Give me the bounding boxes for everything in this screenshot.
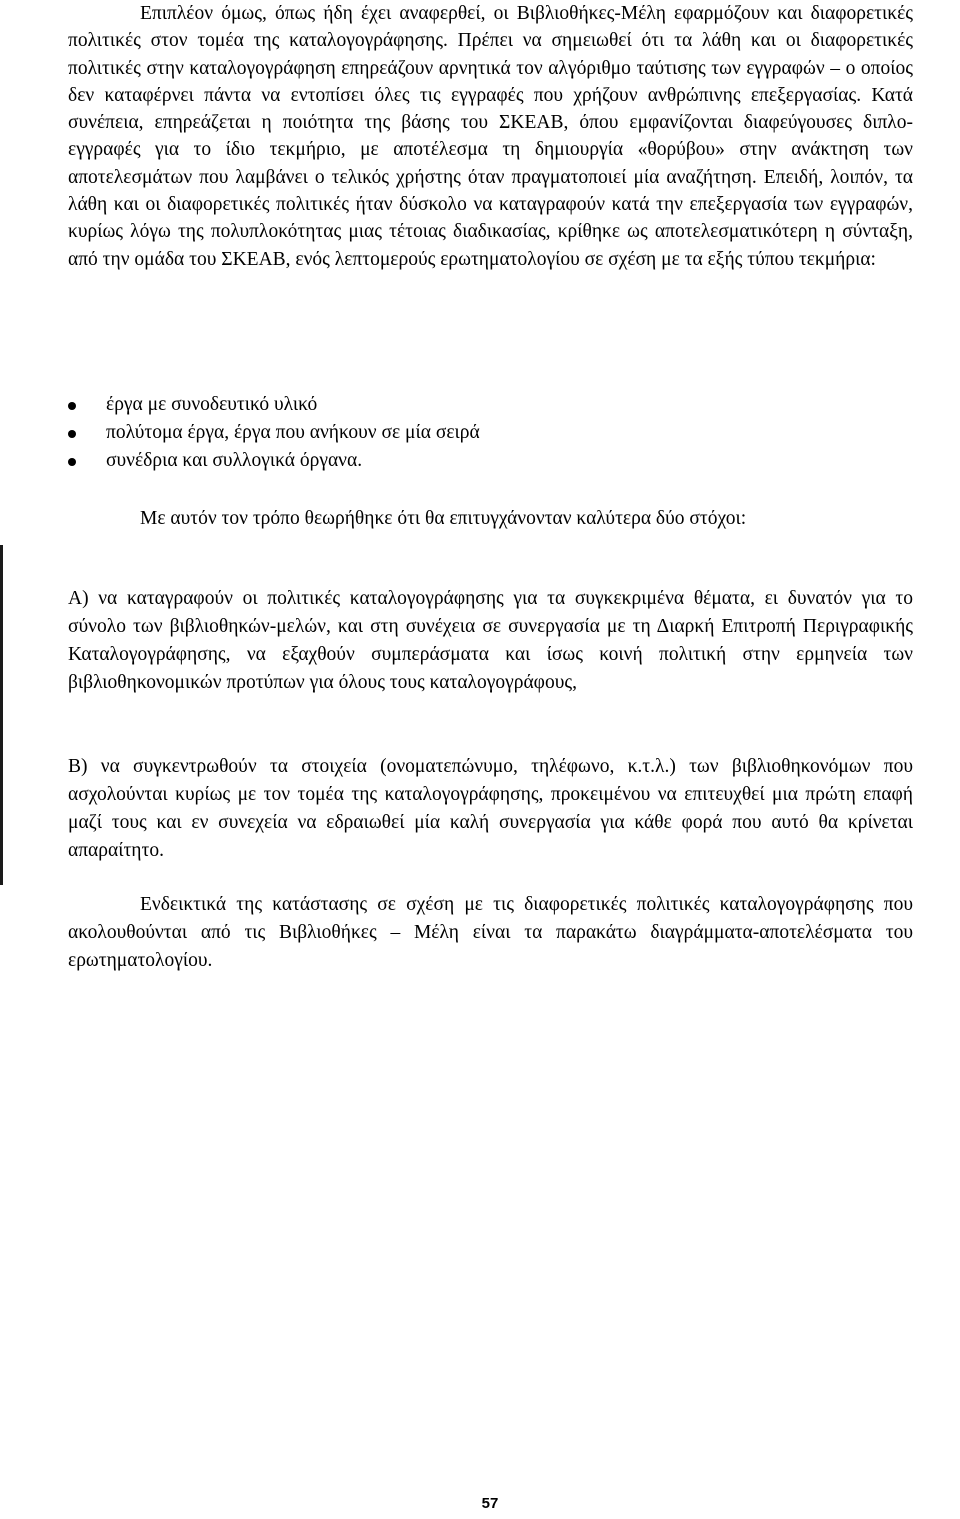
- list-item-text: πολύτομα έργα, έργα που ανήκουν σε μία σειρά: [106, 422, 480, 443]
- list-item: [68, 391, 868, 419]
- paragraph-intro: Επιπλέον όμως, όπως ήδη έχει αναφερθεί, οι Βιβλιοθήκες-Μέλη εφαρμόζουν και διαφορετικές πολιτικές στον τομέα της καταλογογράφησης. Πρέπει να σημειωθεί ότι τα λάθη και οι διαφορετικές πολιτικές στην καταλογογράφηση επηρεάζουν αρνητικά τον αλγόριθμο ταύτισης των εγγραφών – ο οποίος δεν καταφέρνει πάντα να εντοπίσει όλες τις εγγραφές που χρήζουν ανθρώπινης επεξεργασίας. Κατά συνέπεια, επηρεάζεται η ποιότητα της βάσης του ΣΚΕΑΒ, όπου εμφανίζονται διαφεύγουσες διπλο-εγγραφές για το ίδιο τεκμήριο, με αποτέλεσμα τη δημιουργία «θορύβου» στην ανάκτηση των αποτελεσμάτων που λαμβάνει ο τελικός χρήστης όταν πραγματοποιεί μία αναζήτηση. Επειδή, λοιπόν, τα λάθη και οι διαφορετικές πολιτικές ήταν δύσκολο να καταγραφούν κατά την επεξεργασία των εγγραφών, κυρίως λόγω της πολυπλοκότητας μιας τέτοιας διαδικασίας, κρίθηκε ως αποτελεσματικότερη η σύνταξη, από την ομάδα του ΣΚΕΑΒ, ενός λεπτομερούς ερωτηματολογίου σε σχέση με τα εξής τύπου τεκμήρια:: [68, 3, 913, 270]
- paragraph-goal-a: Α) να καταγραφούν οι πολιτικές καταλογογράφησης για τα συγκεκριμένα θέματα, ει δυνατόν για το σύνολο των βιβλιοθηκών-μελών, και στη συνέχεια σε συνεργασία με τη Διαρκή Επιτροπή Περιγραφικής Καταλογογράφησης, να εξαχθούν συμπεράσματα και ίσως κοινή πολιτική στην ερμηνεία των βιβλιοθηκονομικών προτύπων για όλους τους καταλογογράφους,: [68, 588, 913, 693]
- list-item-text: συνέδρια και συλλογικά όργανα.: [106, 450, 363, 471]
- list-item-text: έργα με συνοδευτικό υλικό: [106, 394, 318, 415]
- list-item: [68, 447, 868, 475]
- paragraph-indicative: Ενδεικτικά της κατάστασης σε σχέση με τις διαφορετικές πολιτικές καταλογογράφησης που ακολουθούνται από τις Βιβλιοθήκες – Μέλη είναι τα παρακάτω διαγράμματα-αποτελέσματα του ερωτηματολογίου.: [68, 894, 913, 971]
- paragraph-goal-b: Β) να συγκεντρωθούν τα στοιχεία (ονοματεπώνυμο, τηλέφωνο, κ.τ.λ.) των βιβλιοθηκονόμων που ασχολούνται κυρίως με τον τομέα της καταλογογράφησης, προκειμένου να επιτευχθεί μια πρώτη επαφή μαζί τους και εν συνεχεία να εδραιωθεί μία καλή συνεργασία για κάθε φορά που αυτό θα κρίνεται απαραίτητο.: [68, 756, 913, 861]
- bullet-icon: [68, 430, 76, 438]
- scan-binding-edge: [0, 545, 3, 885]
- bullet-icon: [68, 402, 76, 410]
- bullet-icon: [68, 458, 76, 466]
- paragraph-goals-intro: Με αυτόν τον τρόπο θεωρήθηκε ότι θα επιτυγχάνονταν καλύτερα δύο στόχοι:: [140, 508, 747, 529]
- bullet-list: [68, 391, 868, 475]
- page-number: 57: [481, 1495, 499, 1512]
- list-item: [68, 419, 868, 447]
